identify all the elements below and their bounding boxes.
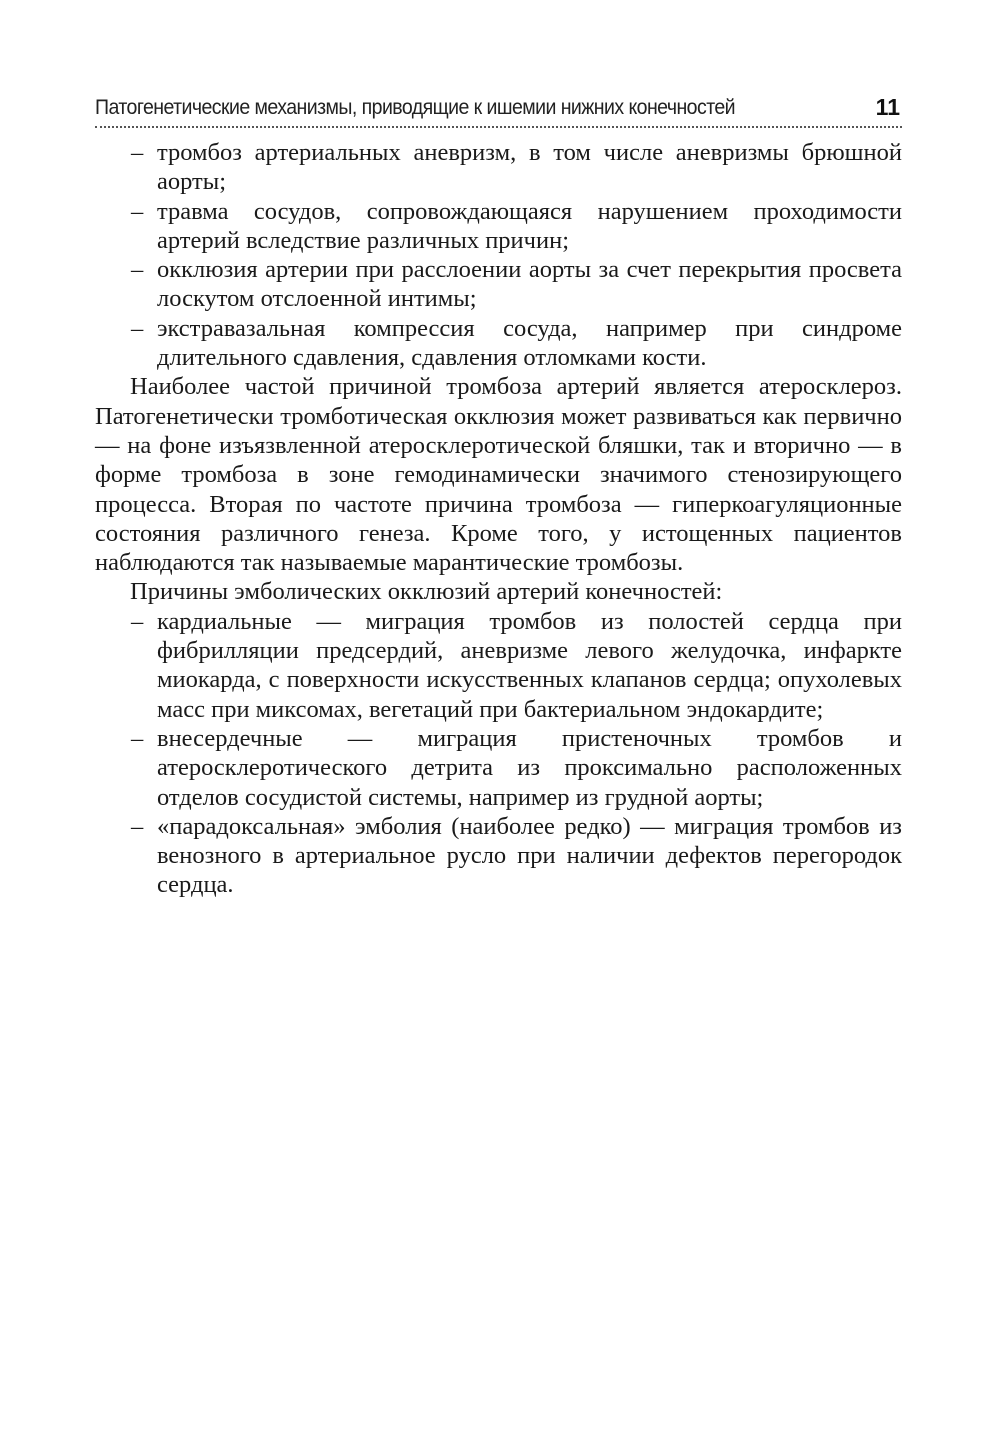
list-item-text: тромбоз артериальных аневризм, в том числе аневризмы брюшной аорты;: [157, 139, 902, 196]
list-item: [95, 724, 902, 812]
paragraph-atherosclerosis: Наиболее частой причиной тромбоза артерий является атеросклероз. Патогенетически тромботическая окклюзия может развиваться как первично — на фоне изъязвленной атеросклеротической бляшки, так и вторично — в форме тромбоза в зоне гемодинамически значимого стенозирующего процесса. Вторая по частоте причина тромбоза — гиперкоагуляционные состояния различного генеза. Кроме того, у истощенных пациентов наблюдаются так называемые марантические тромбозы.: [95, 373, 902, 577]
list-item: [95, 812, 902, 900]
running-header: [95, 92, 902, 128]
running-title: Патогенетические механизмы, приводящие к ишемии нижних конечностей: [95, 96, 736, 119]
list-item: [95, 138, 902, 197]
dash-marker: –: [131, 724, 144, 752]
body-text: [95, 138, 902, 900]
list-item-text: «парадоксальная» эмболия (наиболее редко) — миграция тромбов из венозного в артериальное русло при наличии дефектов перегородок сердца.: [157, 812, 902, 899]
list-item-text: кардиальные — миграция тромбов из полостей сердца при фибрилляции предсердий, аневризме левого желудочка, инфаркте миокарда, с поверхности искусственных клапанов сердца; опухолевых масс при миксомах, вегетаций при бактериальном эндокардите;: [157, 607, 902, 723]
list-item-text: травма сосудов, сопровождающаяся нарушением проходимости артерий вследствие различных причин;: [157, 197, 902, 254]
thrombosis-causes-list: [95, 138, 902, 372]
dash-marker: –: [131, 256, 144, 284]
list-item: [95, 314, 902, 373]
list-item: [95, 607, 902, 724]
dash-marker: –: [131, 314, 144, 342]
page-number: 11: [875, 94, 900, 120]
dash-marker: –: [131, 607, 144, 635]
list-item: [95, 255, 902, 314]
book-page: [95, 92, 902, 900]
list-item-text: внесердечные — миграция пристеночных тромбов и атеросклеротического детрита из проксимально расположенных отделов сосудистой системы, например из грудной аорты;: [157, 724, 902, 811]
list-item-text: экстравазальная компрессия сосуда, например при синдроме длительного сдавления, сдавления отломками кости.: [157, 314, 902, 372]
embolism-causes-list: [95, 607, 902, 900]
paragraph-embolic-causes: Причины эмболических окклюзий артерий конечностей:: [130, 578, 723, 606]
dash-marker: –: [131, 812, 144, 840]
dash-marker: –: [131, 139, 144, 166]
list-item-text: окклюзия артерии при расслоении аорты за счет перекрытия просвета лоскутом отслоенной интимы;: [157, 256, 902, 313]
list-item: [95, 197, 902, 256]
dash-marker: –: [131, 197, 144, 225]
